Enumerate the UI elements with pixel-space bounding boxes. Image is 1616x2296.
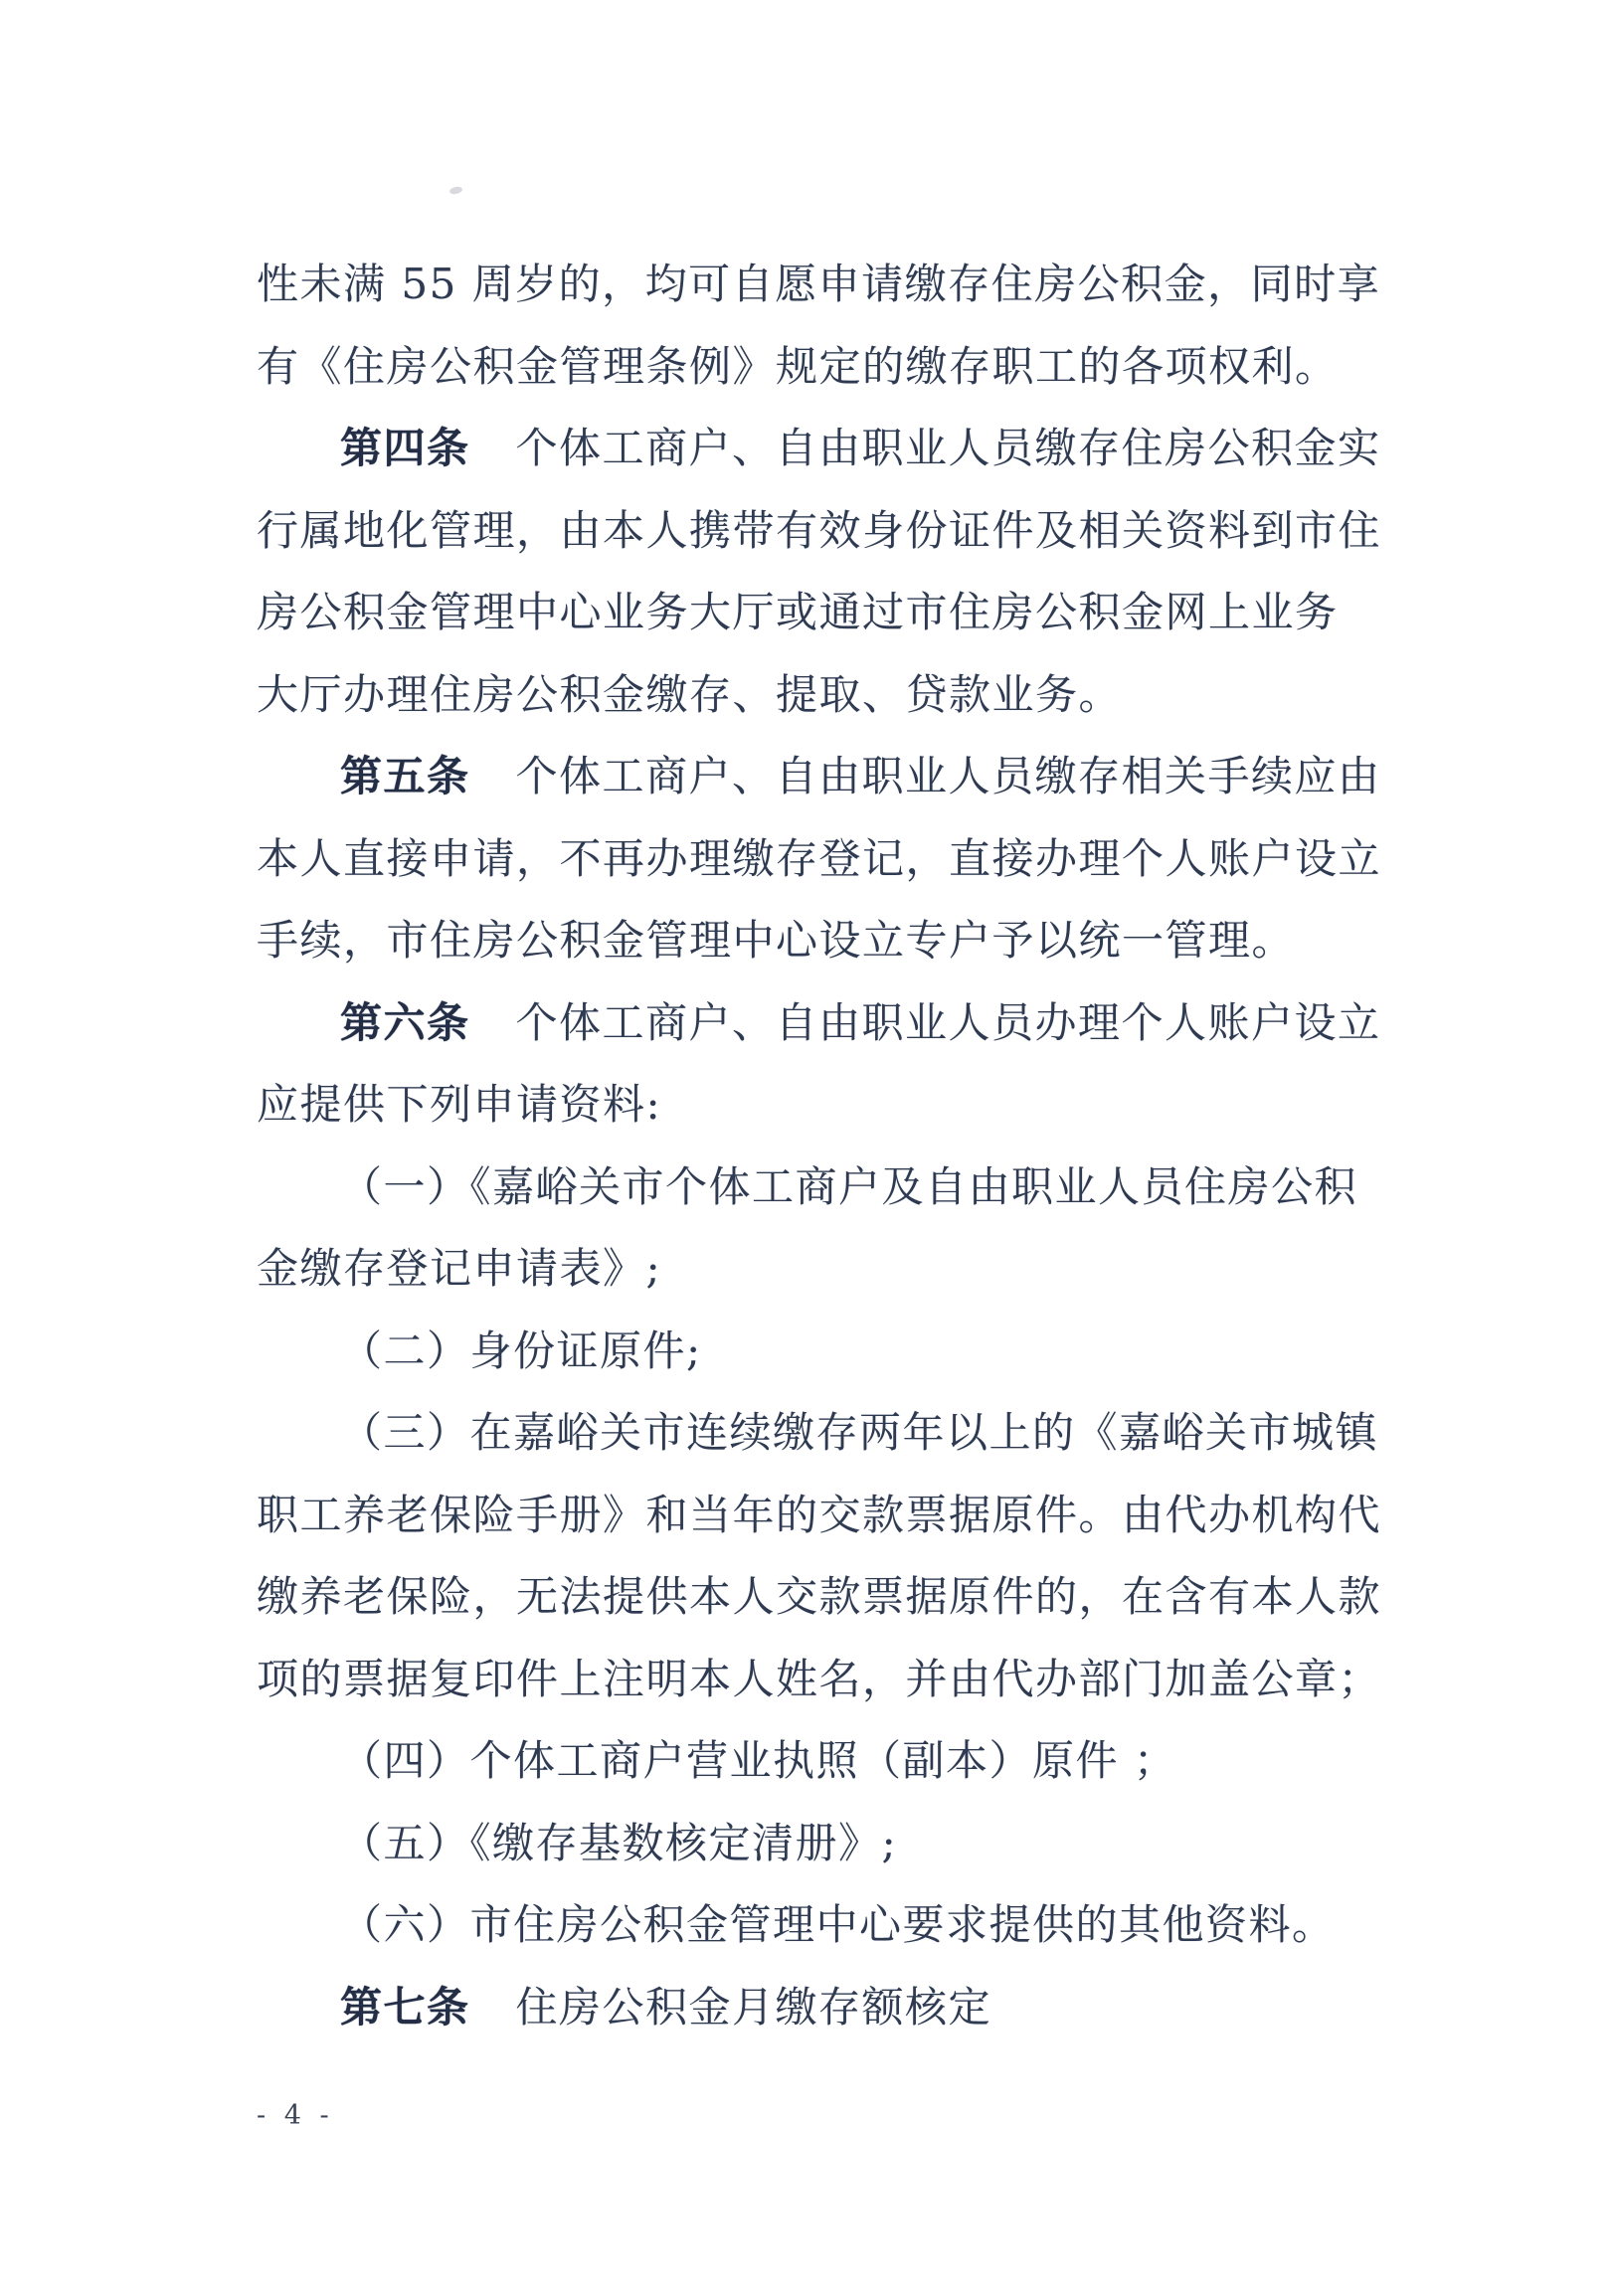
line-text: 缴养老保险，无法提供本人交款票据原件的，在含有本人款 bbox=[257, 1572, 1382, 1621]
line-text: 行属地化管理，由本人携带有效身份证件及相关资料到市住 bbox=[257, 505, 1382, 555]
text-line bbox=[257, 1720, 1380, 1803]
text-line bbox=[257, 1556, 1380, 1639]
text-line bbox=[257, 900, 1380, 982]
text-line bbox=[257, 1967, 1380, 2049]
text-line bbox=[257, 244, 1380, 326]
text-line bbox=[257, 1228, 1380, 1311]
line-text: （六）市住房公积金管理中心要求提供的其他资料。 bbox=[340, 1900, 1336, 1949]
page-number: - 4 - bbox=[257, 2100, 334, 2131]
line-text: （三）在嘉峪关市连续缴存两年以上的《嘉峪关市城镇 bbox=[340, 1408, 1379, 1457]
text-line bbox=[257, 982, 1380, 1065]
line-text: 项的票据复印件上注明本人姓名，并由代办部门加盖公章； bbox=[257, 1654, 1382, 1703]
line-text: 个体工商户、自由职业人员缴存住房公积金实 bbox=[515, 424, 1381, 472]
line-text: 个体工商户、自由职业人员缴存相关手续应由 bbox=[515, 752, 1381, 800]
line-text: 性未满 55 周岁的，均可自愿申请缴存住房公积金，同时享 bbox=[257, 260, 1381, 308]
text-line bbox=[257, 1803, 1380, 1885]
line-text: 应提供下列申请资料: bbox=[257, 1080, 662, 1129]
text-line bbox=[257, 1884, 1380, 1967]
text-line bbox=[257, 1147, 1380, 1229]
text-line bbox=[257, 1064, 1380, 1147]
text-line bbox=[257, 1475, 1380, 1557]
text-line bbox=[257, 818, 1380, 901]
line-text: 房公积金管理中心业务大厅或通过市住房公积金网上业务 bbox=[257, 588, 1339, 636]
text-line bbox=[257, 490, 1380, 573]
line-text: （一）《嘉峪关市个体工商户及自由职业人员住房公积 bbox=[340, 1161, 1358, 1211]
scan-artifact bbox=[449, 186, 462, 196]
line-text: 本人直接申请，不再办理缴存登记，直接办理个人账户设立 bbox=[257, 833, 1382, 883]
line-text: 职工养老保险手册》和当年的交款票据原件。由代办机构代 bbox=[257, 1490, 1382, 1539]
text-line bbox=[257, 1392, 1380, 1475]
text-line bbox=[257, 408, 1380, 490]
text-line bbox=[257, 654, 1380, 737]
text-line bbox=[257, 1311, 1380, 1393]
line-text: 金缴存登记申请表》; bbox=[257, 1244, 662, 1293]
article-number: 第五条 bbox=[340, 752, 470, 800]
line-text: 大厅办理住房公积金缴存、提取、贷款业务。 bbox=[257, 669, 1123, 719]
article-number: 第六条 bbox=[340, 997, 470, 1047]
text-line bbox=[257, 572, 1380, 654]
line-text: （五）《缴存基数核定清册》; bbox=[340, 1818, 898, 1867]
document-text-block bbox=[257, 244, 1380, 2048]
article-number: 第七条 bbox=[340, 1982, 470, 2031]
text-line bbox=[257, 326, 1380, 409]
line-text: 有《住房公积金管理条例》规定的缴存职工的各项权利。 bbox=[257, 341, 1339, 391]
line-text: （二）身份证原件; bbox=[340, 1325, 702, 1375]
text-line bbox=[257, 1639, 1380, 1721]
line-text: 个体工商户、自由职业人员办理个人账户设立 bbox=[515, 997, 1381, 1047]
text-line bbox=[257, 736, 1380, 818]
line-text: 手续，市住房公积金管理中心设立专户予以统一管理。 bbox=[257, 916, 1296, 965]
article-number: 第四条 bbox=[340, 424, 470, 472]
line-text: 住房公积金月缴存额核定 bbox=[515, 1982, 992, 2031]
line-text: （四）个体工商户营业执照（副本）原件 ； bbox=[340, 1736, 1177, 1785]
